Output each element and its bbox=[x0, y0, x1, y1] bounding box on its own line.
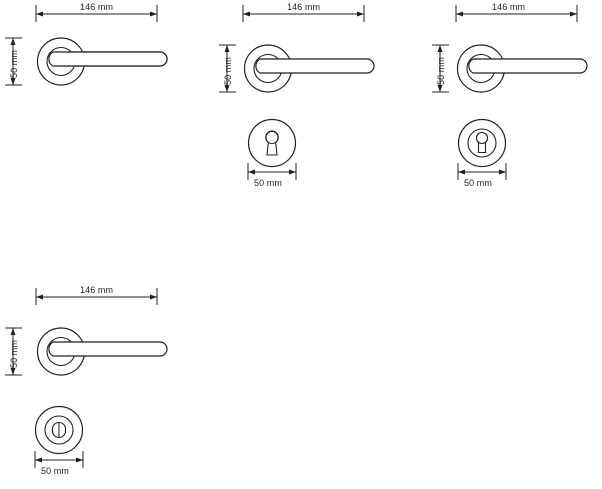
group-1-drawing bbox=[0, 0, 190, 110]
group-2-keyhole-rose bbox=[249, 120, 296, 167]
group-2-width-label: 146 mm bbox=[287, 2, 321, 12]
group-3-euro-cylinder-rose bbox=[459, 120, 506, 167]
group-3-handle-euro-cylinder bbox=[412, 0, 602, 200]
group-1-height-label: 50 mm bbox=[9, 49, 19, 78]
group-4-handle-shape bbox=[38, 328, 168, 375]
group-1-handle-plain bbox=[0, 0, 190, 110]
group-2-height-label: 50 mm bbox=[223, 56, 233, 85]
group-2-handle-shape bbox=[245, 45, 375, 92]
group-3-width-label: 146 mm bbox=[492, 2, 526, 12]
group-1-handle-shape bbox=[38, 38, 168, 85]
group-2-handle-keyhole bbox=[207, 0, 397, 200]
group-1-width-label: 146 mm bbox=[80, 2, 114, 12]
group-4-handle-thumbturn bbox=[0, 283, 190, 483]
group-4-height-label: 50 mm bbox=[9, 339, 19, 368]
group-2-drawing bbox=[207, 0, 397, 200]
group-3-handle-shape bbox=[458, 45, 588, 92]
group-3-rose-width-label: 50 mm bbox=[464, 178, 493, 188]
group-3-height-label: 50 mm bbox=[436, 56, 446, 85]
group-4-drawing bbox=[0, 283, 190, 483]
group-4-rose-width-label: 50 mm bbox=[41, 466, 70, 476]
group-3-drawing bbox=[412, 0, 602, 200]
group-2-rose-width-label: 50 mm bbox=[254, 178, 283, 188]
group-4-width-label: 146 mm bbox=[80, 285, 114, 295]
group-4-thumbturn-rose bbox=[36, 407, 83, 454]
